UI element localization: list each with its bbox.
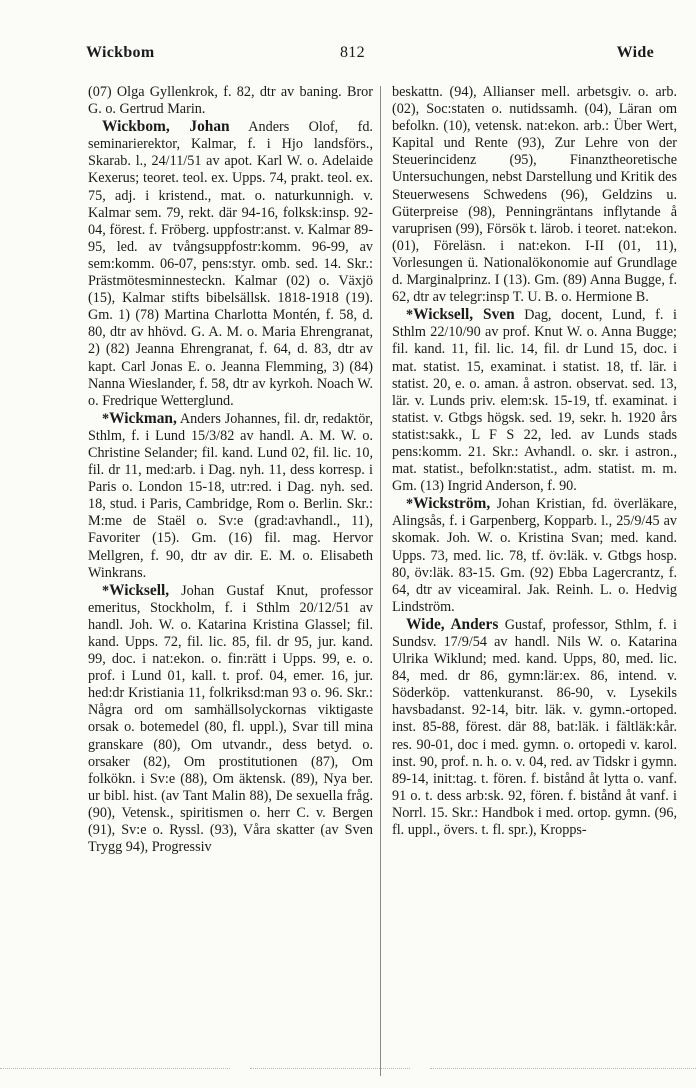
biography-entry bbox=[88, 410, 373, 582]
entry-text: Dag, docent, Lund, f. i Sthlm 22/10/90 av prof. Knut W. o. Anna Bugge; fil. kand. 11, fil. lic. 14, fil. dr Lund 15, doc. i mat. statist. 15, examinat. i statist. 18, tf. lär. i statist. 20, e. o. aman. å astron. observat. sed. 13, lär. v. Lunds priv. elem:sk. 15-19, tf. examinat. i statist. v. Gtbgs högsk. sed. 19, sekr. h. 1920 års statist:sakk., L F S 22, led. av Lunds stads pens:komm. 21. Skr.: Avhandl. o. skr. i astron., mat. statist., befolkn:statist., adm. statist. m. m. Gm. (13) Ingrid Anderson, f. 90. bbox=[392, 307, 677, 495]
entry-surname: Wide, Anders bbox=[406, 615, 499, 633]
biography-entry bbox=[88, 582, 373, 857]
entry-surname: Wickström, bbox=[413, 495, 491, 513]
living-person-asterisk: * bbox=[406, 496, 414, 513]
entry-surname: Wickbom, Johan bbox=[102, 118, 230, 136]
entry-text: (07) Olga Gyllenkrok, f. 82, dtr av baning. Bror G. o. Gertrud Marin. bbox=[88, 84, 373, 118]
column-divider bbox=[380, 86, 381, 1076]
entry-continuation bbox=[392, 84, 677, 306]
entry-surname: Wickman, bbox=[109, 409, 177, 427]
right-column bbox=[392, 84, 677, 839]
biography-entry bbox=[392, 306, 677, 495]
running-head-right: Wide bbox=[616, 44, 654, 61]
entry-surname: Wicksell, bbox=[109, 581, 170, 599]
entry-text: Anders Johannes, fil. dr, redaktör, Sthlm, f. i Lund 15/3/82 av handl. A. M. W. o. Christine Selander; fil. kand. Lund 02, fil. lic. 10, fil. dr 11, med:arb. i Dag. nyh. 11, dess korresp. i Paris o. London 15-18, utr:red. i Dag. nyh. sed. 18, stud. i Paris, Cambridge, Rom o. Berlin. Skr.: M:me de Staël o. Sv:e (grad:avhandl., 11), Favoriter (15). Gm. (16) fil. mag. Hervor Mellgren, f. 90, dtr av dir. E. M. o. Elisabeth Winkrans. bbox=[88, 410, 373, 581]
entry-text: Johan Gustaf Knut, professor emeritus, Stockholm, f. i Sthlm 20/12/51 av handl. Joh. W. o. Katarina Kristina Glassel; fil. kand. Upps. 72, fil. lic. 85, fil. dr 95, jur. kand. 99, doc. i nat:ekon. o. fin:rätt i Upps. 99, e. o. prof. i Lund 01, kall. t. prof. 04, emer. 16, jur. hed:dr Kristiania 11, folkriksd:man 93 o. 96. Skr.: Några ord om samhällsolyckornas viktigaste orsak o. botemedel (80, fl. uppl.), Svar till mina granskare (80), Om utvandr., dess betyd. o. orsaker (82), Om prostitutionen (87), Om folkökn. i Sv:e (88), Om äktensk. (89), Nya ber. ur bibl. hist. (av Tant Malin 88), De sexuella fråg. (90), Vetensk., spiritismen o. herr C. v. Bergen (91), Sv:e o. Ryssl. (93), Våra skatter (av Sven Trygg 94), Progressiv bbox=[88, 582, 373, 856]
biography-entry bbox=[88, 118, 373, 410]
living-person-asterisk: * bbox=[406, 307, 414, 324]
entry-text: Anders Olof, fd. seminarierektor, Kalmar, f. i Hjo landsförs., Skarab. l., 24/11/51 av apot. Karl W. o. Adelaide Kexerus; teoret. teol. ex. Upps. 74, prakt. teol. ex. 75, adj. i kristend., mat. o. naturkunnigh. v. Kalmar sem. 79, rekt. där 94-16, folksk:insp. 92-04, förest. f. Fröberg. uppfostr:anst. v. Kalmar 89-95, led. av tvångsuppfostr:komm. 96-99, av sem:komm. 06-07, pens:styr. omb. sed. 14. Skr.: Prästmötesminnesteckn. Kalmar (02) o. Växjö (15), Kalmar stifts bibelsällsk. 1818-1918 (19). Gm. 1) (78) Martina Charlotta Montén, f. 58, d. 80, dtr av hhövd. G. A. M. o. Maria Ehrengranat, 2) (82) Jeanna Ehrengranat, f. 64, d. 83, dtr av kapt. Carl Jonas E. o. Jeanna Flemming, 3) (84) Nanna Wieslander, f. 58, dtr av kyrkoh. Noach W. o. Fredrique Wetterglund. bbox=[88, 119, 373, 409]
entry-continuation bbox=[88, 84, 373, 118]
left-column bbox=[88, 84, 373, 856]
entry-text: beskattn. (94), Allianser mell. arbetsgiv. o. arb. (02), Soc:staten o. nutidssamh. (04), Läran om befolkn. (10), vetensk. nat:ekon. arb.: Über Wert, Kapital und Rente (93), Zur Lehre von der Steuerincidenz (95), Finanztheoretische Untersuchungen, nebst Darstellung und Kritik des Steuerwesens Schwedens (96), Geldzins u. Güterpreise (98), Penningräntans inflytande å varuprisen (99), Försök t. lärob. i teoret. nat:ekon. (01), Föreläsn. i nat:ekon. I-II (01, 11), Vorlesungen ü. Nationalökonomie auf Grundlage d. Marginalprinz. I (13). Gm. (89) Anna Bugge, f. 62, dtr av telegr:insp T. U. B. o. Hermione B. bbox=[392, 84, 677, 306]
entry-surname: Wicksell, Sven bbox=[413, 306, 515, 324]
biography-entry bbox=[392, 495, 677, 616]
biography-entry bbox=[392, 616, 677, 839]
running-head-left: Wickbom bbox=[86, 44, 155, 61]
page-number: 812 bbox=[340, 44, 365, 61]
living-person-asterisk: * bbox=[102, 410, 110, 427]
entry-text: Johan Kristian, fd. överläkare, Alingsås, f. i Garpenberg, Kopparb. l., 25/9/45 av skomak. Joh. W. o. Kristina Svan; med. kand. Upps. 73, med. lic. 78, tf. öv:läk. v. Gtbgs hosp. 80, öv:läk. 83-15. Gm. (92) Ebba Lagercrantz, f. 64, dtr av viceamiral. Jak. Reinh. L. o. Hedvig Lindström. bbox=[392, 496, 677, 615]
entry-text: Gustaf, professor, Sthlm, f. i Sundsv. 17/9/54 av handl. Nils W. o. Katarina Ulrika Wiklund; med. kand. Upps, 80, med. lic. 84, med. dr 86, gymn:lär:ex. 86, intend. v. Söderköp. vattenkuranst. 86-90, v. Lysekils havsbadanst. 92-14, bitr. läk. v. gymn.-ortoped. inst. 85-88, förest. där 88, bat:läk. i fältläk:kår. res. 90-01, doc i med. gymn. o. ortopedi v. karol. inst. 90, prof. n. h. o. v. 04, red. av Tidskr i gymn. 89-14, init:tag. t. fören. f. bistånd åt lytta o. vanf. 91 o. t. dess arb:sk. 92, fören. f. bistånd åt vanf. i Norrl. 15. Skr.: Handbok i med. ortop. gymn. (96, fl. uppl., övers. t. fl. spr.), Kropps- bbox=[392, 616, 677, 839]
bottom-rule bbox=[430, 1068, 696, 1069]
living-person-asterisk: * bbox=[102, 582, 110, 599]
bottom-rule bbox=[0, 1068, 230, 1069]
bottom-rule bbox=[250, 1068, 410, 1069]
